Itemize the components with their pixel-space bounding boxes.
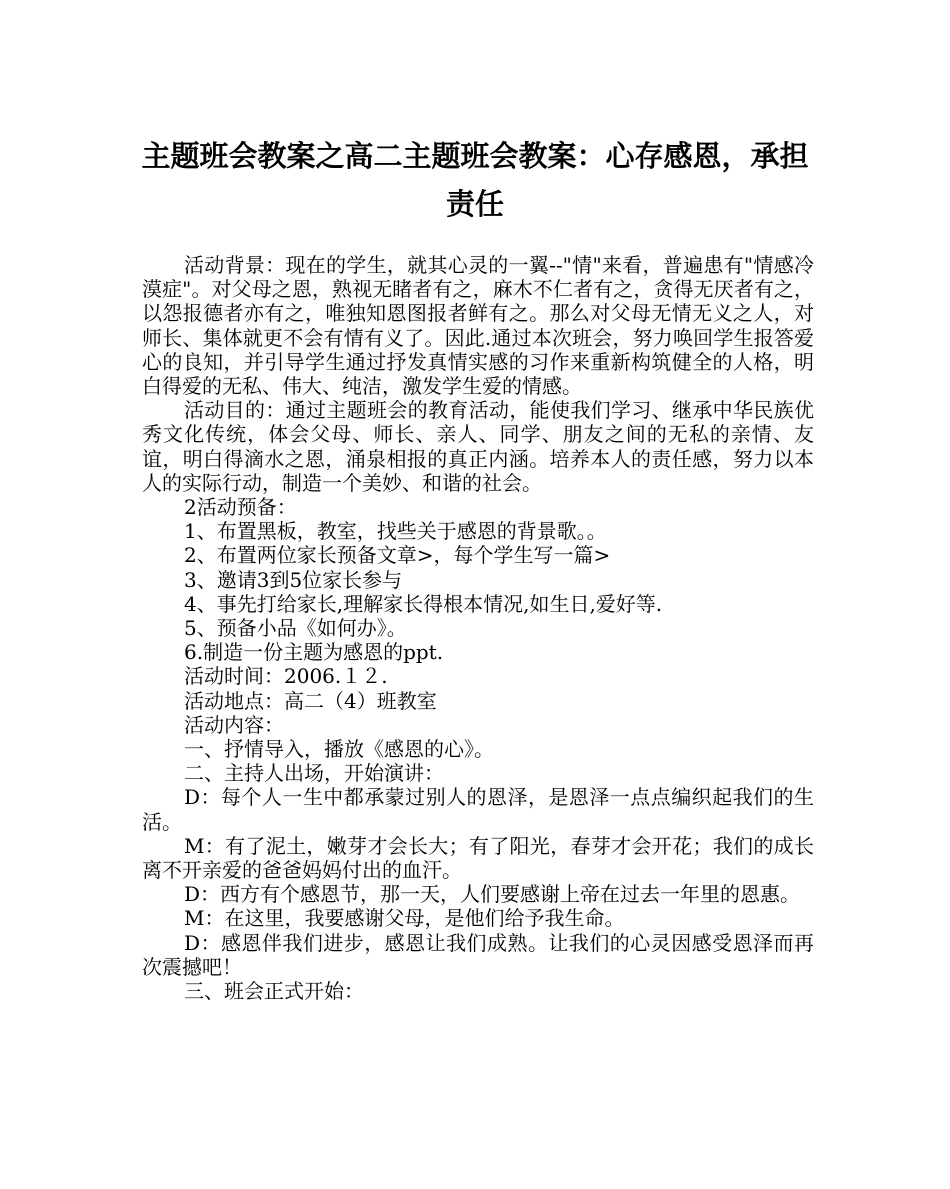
dialogue-line-d-2: D：西方有个感恩节，那一天，人们要感谢上帝在过去一年里的恩惠。 — [184, 882, 801, 907]
paragraph-location: 活动地点：高二（4）班教室 — [184, 688, 437, 713]
dialogue-line-d-3: D：感恩伴我们进步，感恩让我们成熟。让我们的心灵因感受恩泽而再次震撼吧！ — [142, 930, 814, 979]
list-item-preparation-3: 3、邀请3到5位家长参与 — [184, 567, 403, 592]
paragraph-content-heading: 活动内容： — [184, 712, 284, 737]
list-item-preparation-4: 4、事先打给家长,理解家长得根本情况,如生日,爱好等. — [184, 591, 663, 616]
paragraph-preparation-heading: 2活动预备： — [184, 495, 297, 520]
document-body — [142, 253, 814, 1003]
list-item-preparation-5: 5、预备小品《如何办》。 — [184, 616, 407, 641]
dialogue-line-d-1: D：每个人一生中都承蒙过别人的恩泽，是恩泽一点点编织起我们的生活。 — [142, 785, 814, 834]
paragraph-time: 活动时间：2006.１２. — [184, 664, 388, 689]
section-heading-1: 一、抒情导入，播放《感恩的心》。 — [184, 737, 494, 762]
list-item-preparation-2: 2、布置两位家长预备文章>，每个学生写一篇> — [184, 543, 611, 568]
dialogue-line-m-1: M：有了泥土，嫩芽才会长大；有了阳光，春芽才会开花；我们的成长离不开亲爱的爸爸妈妈付出的血汗。 — [142, 833, 814, 883]
dialogue-line-m-2: M：在这里，我要感谢父母，是他们给予我生命。 — [184, 906, 625, 931]
paragraph-purpose: 活动目的：通过主题班会的教育活动，能使我们学习、继承中华民族优秀文化传统，体会父母、师长、亲人、同学、朋友之间的无私的亲情、友谊，明白得滴水之恩，涌泉相报的真正内涵。培养本人的责任感，努力以本人的实际行动，制造一个美妙、和谐的社会。 — [142, 398, 814, 495]
list-item-preparation-1: 1、布置黑板，教室，找些关于感恩的背景歌。。 — [184, 519, 607, 544]
section-heading-3: 三、班会正式开始： — [184, 979, 364, 1004]
paragraph-background: 活动背景：现在的学生，就其心灵的一翼--"情"来看，普遍患有"情感冷漠症"。对父母之恩，熟视无睹者有之，麻木不仁者有之，贪得无厌者有之，以怨报德者亦有之，唯独知恩图报者鲜有之。那么对父母无情无义之人，对师长、集体就更不会有情有义了。因此.通过本次班会，努力唤回学生报答爱心的良知，并引导学生通过抒发真情实感的习作来重新构筑健全的人格，明白得爱的无私、伟大、纯洁，激发学生爱的情感。 — [142, 253, 814, 399]
section-heading-2: 二、主持人出场，开始演讲： — [184, 761, 444, 786]
document-title: 主题班会教案之高二主题班会教案：心存感恩，承担责任 — [141, 139, 809, 221]
list-item-preparation-6: 6.制造一份主题为感恩的ppt. — [184, 640, 444, 665]
